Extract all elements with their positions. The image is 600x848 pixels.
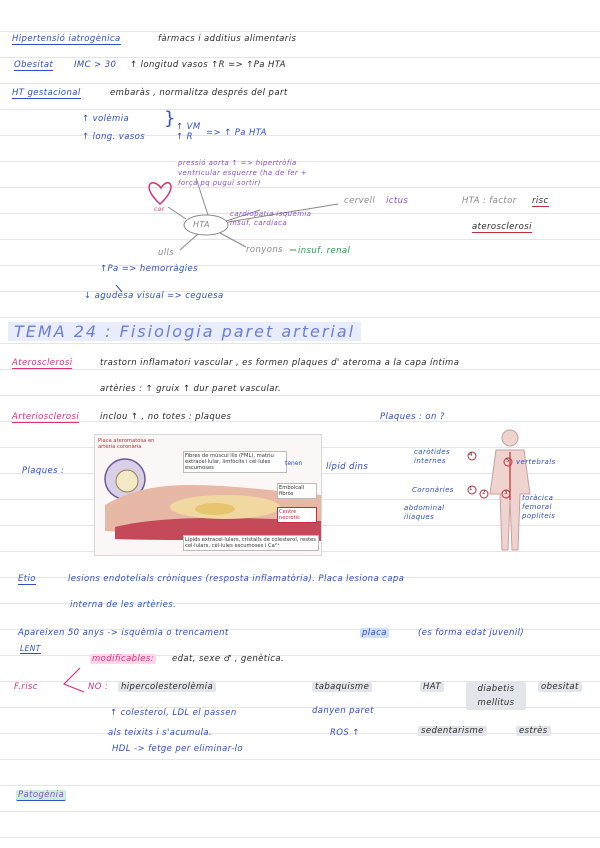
tabaquisme-item: tabaquisme xyxy=(312,682,372,692)
arteriosclerosi-text: inclou ↑ , no totes : plaques xyxy=(100,412,232,422)
ros-text: ROS ↑ xyxy=(330,728,360,738)
hta-factor-label: HTA : factor xyxy=(462,196,517,206)
arteriosclerosi-term: Arteriosclerosi xyxy=(12,412,80,422)
long-vasos-text: ↑ long. vasos xyxy=(82,132,146,142)
ronyons-label: ronyons xyxy=(246,245,283,255)
patogenia-heading: Patogènia xyxy=(18,790,65,800)
r-text: ↑ R xyxy=(176,132,193,142)
aterosclerosi-term: Aterosclerosi xyxy=(12,358,73,368)
colesterol-text-2: als teixits i s'acumula. xyxy=(108,728,213,738)
obesitat-text: ↑ longitud vasos ↑R => ↑Pa HTA xyxy=(130,60,286,70)
etio-text-1: lesions endotelials cròniques (resposta inflamatòria). Placa lesiona capa xyxy=(68,574,405,584)
body-number-1: 1 xyxy=(469,486,473,492)
toracica-label: toràcica femoral popliteis xyxy=(522,494,556,520)
sedentarisme-item: sedentarisme xyxy=(418,726,487,736)
modificables-text: edat, sexe ♂ , genètica. xyxy=(172,654,285,664)
hdl-text: HDL -> fetge per eliminar-lo xyxy=(112,744,244,754)
plaques-on-text: Plaques : on ? xyxy=(380,412,445,422)
coronaries-label: Coronàries xyxy=(412,486,454,494)
etio-term: Etio xyxy=(18,574,36,584)
hat-item: HAT xyxy=(420,682,444,692)
danyen-paret-text: danyen paret xyxy=(312,706,374,716)
apareixen-text: Apareixen 50 anys -> isquèmia o trencament xyxy=(18,628,229,638)
brace-icon: } xyxy=(164,108,176,129)
body-number-2: 2 xyxy=(482,490,486,496)
risc-label: risc xyxy=(532,196,549,206)
lent-label: LENT xyxy=(20,644,41,653)
hipertensio-iatrogenica-term: Hipertensió iatrogènica xyxy=(12,34,121,44)
aterosclerosi-definition: trastorn inflamatori vascular , es formen plaques d' ateroma a la capa íntima xyxy=(100,358,460,368)
insuf-renal-label: insuf. renal xyxy=(298,246,351,256)
colesterol-text-1: ↑ colesterol, LDL el passen xyxy=(110,708,237,718)
ceguesa-text: ↓ agudesa visual => ceguesa xyxy=(84,291,224,301)
lipid-dins-text: lípid dins xyxy=(326,462,369,472)
hta-node-label: HTA xyxy=(193,220,210,229)
modificables-label: modificables: xyxy=(92,654,154,664)
vertebrals-label: vertebrals xyxy=(516,458,556,466)
tema-title: TEMA 24 : Fisiologia paret arterial xyxy=(8,322,361,341)
edat-juvenil-text: (es forma edat juvenil) xyxy=(418,628,525,638)
volemia-text: ↑ volèmia xyxy=(82,114,130,124)
figure-box-fibres: Fibres de múscul llis (FML), matriu extracel·lular, limfòcits i cèl·lules escumoses xyxy=(183,451,287,473)
hipercolesterolemia-item: hipercolesterolèmia xyxy=(118,682,216,692)
abdominal-label: abdominal ilíaques xyxy=(404,504,445,521)
body-number-3: 3 xyxy=(504,490,508,496)
obesitat-term: Obesitat xyxy=(14,60,54,70)
estres-item: estrès xyxy=(516,726,551,736)
figure-tenen-note: tenen xyxy=(285,460,303,467)
figure-box-centre: Centre necròtic xyxy=(277,507,317,523)
cardiopatia-text: cardiopatia isquèmia insuf. cardíaca xyxy=(230,210,312,227)
ictus-label: ictus xyxy=(386,196,409,206)
hemorragies-text: ↑Pa => hemorràgies xyxy=(100,264,199,274)
carotides-label: caròtides internes xyxy=(414,448,450,465)
plaques-label: Plaques : xyxy=(22,466,65,476)
etio-text-2: interna de les artèries. xyxy=(70,600,177,610)
obesitat-imc: IMC > 30 xyxy=(74,60,117,70)
figure-box-lipids: Lípids extracel·lulars, cristalls de colesterol, restes cel·lulars, cèl·lules escumoses i Ca²⁺ xyxy=(183,535,319,551)
cor-label: cor xyxy=(154,206,165,213)
factor-risc-label: F.risc xyxy=(14,682,38,692)
aterosclerosi-label: aterosclerosi xyxy=(472,222,532,232)
figure-heading: Placa ateromatosa en artèria coronària xyxy=(98,438,155,450)
hipertensio-iatrogenica-text: fàrmacs i additius alimentaris xyxy=(158,34,297,44)
ht-gestacional-text: embaràs , normalitza després del part xyxy=(110,88,288,98)
heart-effect-text: pressió aorta ↑ => hipertròfia ventricular esquerre (ha de fer + força pq pugui sortir) xyxy=(178,159,308,187)
figure-box-embolcall: Embolcall fibrós xyxy=(277,483,317,499)
no-modificables-label: NO : xyxy=(88,682,109,692)
body-number-5: 5 xyxy=(506,458,510,464)
obesitat-item: obesitat xyxy=(538,682,582,692)
placa-text: placa xyxy=(362,628,387,638)
body-number-4: 4 xyxy=(469,452,473,458)
pa-hta-text: => ↑ Pa HTA xyxy=(206,128,267,138)
ulls-label: ulls xyxy=(158,248,175,258)
cervell-label: cervell xyxy=(344,196,376,206)
vm-text: ↑ VM xyxy=(176,122,201,132)
aterosclerosi-effect: artèries : ↑ gruix ↑ dur paret vascular. xyxy=(100,384,282,394)
ht-gestacional-term: HT gestacional xyxy=(12,88,81,98)
diabetis-item: diabetis mellitus xyxy=(466,682,526,710)
